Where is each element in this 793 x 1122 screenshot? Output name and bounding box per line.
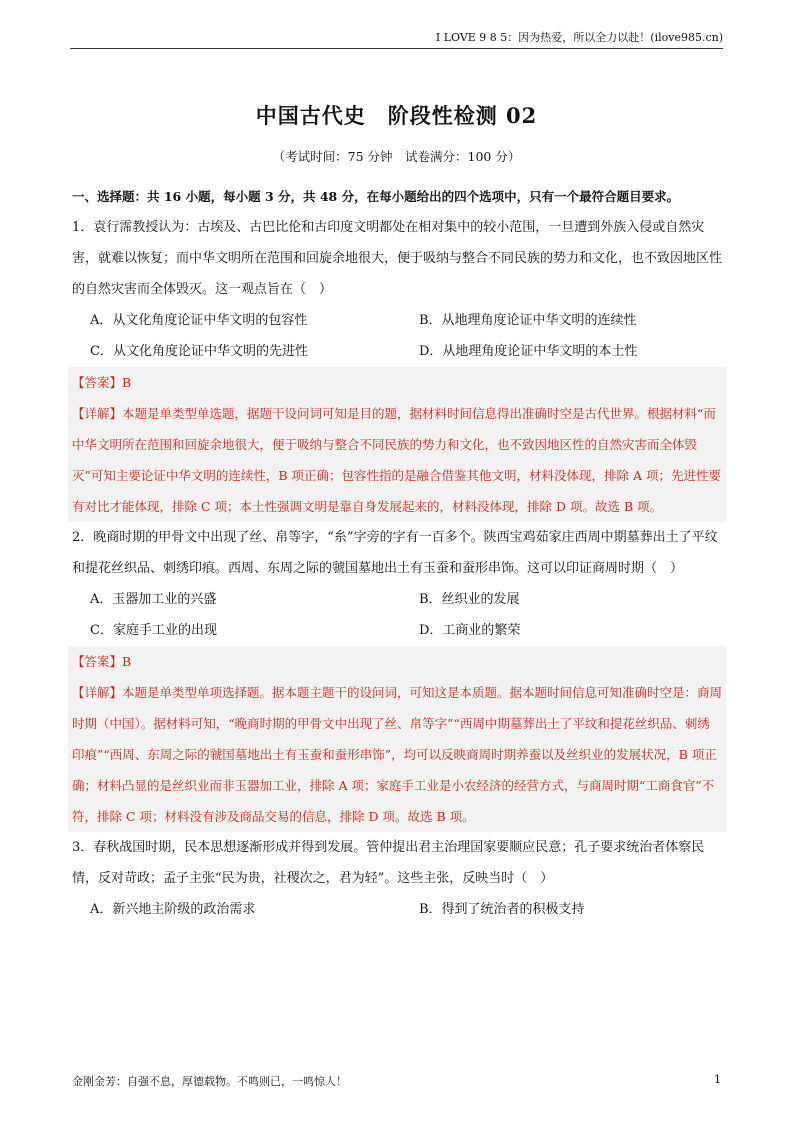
option-b: B．丝织业的发展 xyxy=(419,592,520,607)
page-header xyxy=(70,30,723,49)
question-stem: 2．晚商时期的甲骨文中出现了丝、帛等字，“糸”字旁的字有一百多个。陕西宝鸡茹家庄西周中期墓葬出土了平纹和提花丝织品、刺绣印痕。西周、东周之际的虢国墓地出土有玉蚕和蚕形串饰。这可以印证商周时期（ ） xyxy=(72,530,718,576)
options xyxy=(72,584,722,646)
answer-block xyxy=(68,646,726,832)
answer-label: 【答案】B xyxy=(72,375,132,390)
page-footer xyxy=(72,1073,721,1089)
question-3 xyxy=(72,832,722,925)
section-heading: 一、选择题：共 16 小题，每小题 3 分，共 48 分，在每小题给出的四个选项中，只有一个最符合题目要求。 xyxy=(72,189,680,204)
options xyxy=(72,894,722,925)
header-text: I LOVE 9 8 5：因为热爱，所以全力以赴！(ilove985.cn) xyxy=(435,31,723,44)
question-stem: 3．春秋战国时期，民本思想逐渐形成并得到发展。管仲提出君主治理国家要顺应民意；孔子要求统治者体察民情，反对苛政；孟子主张“民为贵，社稷次之，君为轻”。这些主张，反映当时（ ） xyxy=(72,840,705,886)
page-title: 中国古代史 阶段性检测 02 xyxy=(255,103,538,128)
option-b: B．从地理角度论证中华文明的连续性 xyxy=(419,313,637,328)
main-content xyxy=(72,186,722,925)
option-a: A．新兴地主阶级的政治需求 xyxy=(90,902,256,917)
answer-detail: 【详解】本题是单类型单项选择题。据本题主题干的设问词，可知这是本质题。据本题时间信息可知准确时空是：商周时期（中国）。据材料可知，“晚商时期的甲骨文中出现了丝、帛等字”“西周中期墓葬出土了平纹和提花丝织品、刺绣印痕”“西周、东周之际的虢国墓地出土有玉蚕和蚕形串饰”，均可以反映商周时期养蚕以及丝织业的发展状况，B 项正确；材料凸显的是丝织业而非玉器加工业，排除 A 项；家庭手工业是小农经济的经营方式，与商周时期“工商食官”不符，排除 C 项；材料没有涉及商品交易的信息，排除 D 项。故选 B 项。 xyxy=(72,685,723,824)
footer-motto: 金刚金芳：自强不息，厚德载物。不鸣则已，一鸣惊人！ xyxy=(72,1075,347,1088)
answer-detail: 【详解】本题是单类型单选题，据题干设问词可知是目的题，据材料时间信息得出准确时空是古代世界。根据材料“而中华文明所在范围和回旋余地很大，便于吸纳与整合不同民族的势力和文化，也不致因地区性的自然灾害而全体毁灭”可知主要论证中华文明的连续性，B 项正确；包容性指的是融合借鉴其他文明，材料没体现，排除 A 项；先进性要有对比才能体现，排除 C 项；本土性强调文明是靠自身发展起来的，材料没体现，排除 D 项。故选 B 项。 xyxy=(72,406,722,514)
question-stem: 1．袁行霈教授认为：古埃及、古巴比伦和古印度文明都处在相对集中的较小范围，一旦遭到外族入侵或自然灾害，就难以恢复；而中华文明所在范围和回旋余地很大，便于吸纳与整合不同民族的势力和文化，也不致因地区性的自然灾害而全体毁灭。这一观点旨在（ ） xyxy=(72,220,723,297)
exam-info: （考试时间：75 分钟 试卷满分：100 分） xyxy=(272,149,521,164)
answer-label: 【答案】B xyxy=(72,654,132,669)
option-d: D．工商业的繁荣 xyxy=(419,623,521,638)
options xyxy=(72,305,722,367)
option-d: D．从地理角度论证中华文明的本土性 xyxy=(419,344,638,359)
question-1 xyxy=(72,212,722,522)
answer-block xyxy=(68,367,726,522)
option-c: C．从文化角度论证中华文明的先进性 xyxy=(90,344,308,359)
option-b: B．得到了统治者的积极支持 xyxy=(419,902,585,917)
option-c: C．家庭手工业的出现 xyxy=(90,623,217,638)
page-number: 1 xyxy=(714,1073,721,1086)
option-a: A．从文化角度论证中华文明的包容性 xyxy=(90,313,308,328)
option-a: A．玉器加工业的兴盛 xyxy=(90,592,217,607)
question-2 xyxy=(72,522,722,832)
